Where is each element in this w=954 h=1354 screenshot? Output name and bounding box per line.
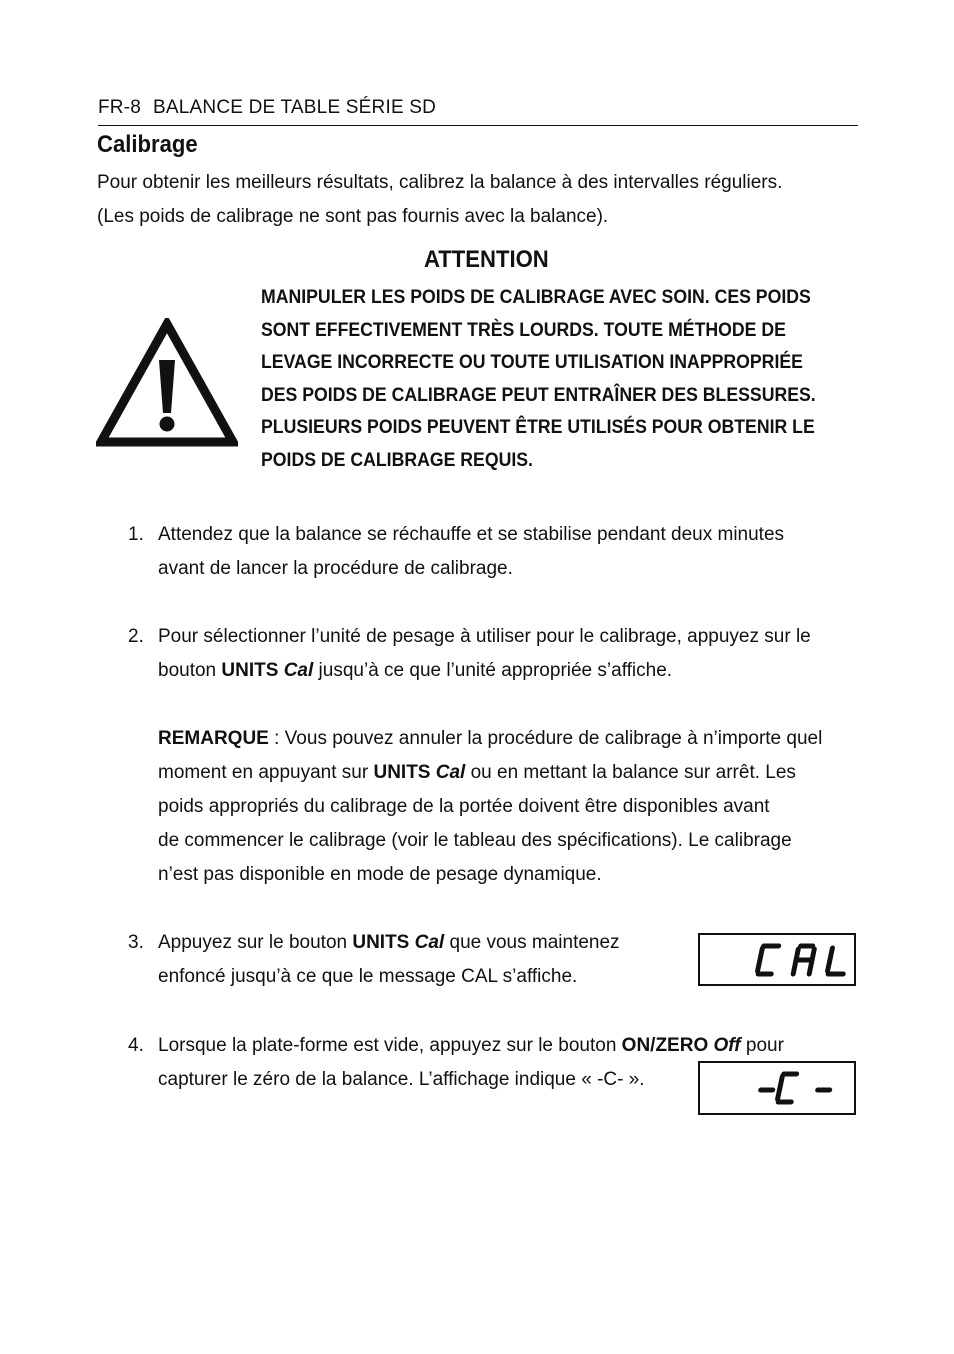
- step-number: 4.: [128, 1035, 144, 1056]
- svg-text:-C-: -C-: [701, 1064, 703, 1065]
- units-button-label: UNITS: [221, 660, 279, 681]
- page-number: FR-8: [98, 97, 142, 118]
- attention-text: MANIPULER LES POIDS DE CALIBRAGE AVEC SOIN. CES POIDS SONT EFFECTIVEMENT TRÈS LOURDS. TOUTE MÉTHODE DE LEVAGE INCORRECTE OU TOUTE UTILISATION INAPPROPRIÉE DES POIDS DE CALIBRAGE PEUT ENTRAÎNER DES BLESSURES. PLUSIEURS POIDS PEUVENT ÊTRE UTILISÉS POUR OBTENIR LE POIDS DE CALIBRAGE REQUIS.: [261, 287, 816, 471]
- section-title: Calibrage: [97, 131, 198, 158]
- zero-display: [698, 1061, 856, 1115]
- header-rule: [98, 125, 858, 126]
- step-number: 3.: [128, 932, 144, 953]
- cal-display-glyphs: [700, 935, 854, 984]
- note-label: REMARQUE: [158, 728, 269, 749]
- onzero-button-label: ON/ZERO: [621, 1035, 709, 1056]
- intro-paragraph: Pour obtenir les meilleurs résultats, calibrez la balance à des intervalles réguliers. (Les poids de calibrage ne sont pas fournis avec la balance).: [97, 172, 783, 227]
- warning-triangle-icon: [96, 318, 238, 448]
- zero-display-glyphs: [700, 1063, 854, 1113]
- off-label: Off: [713, 1035, 741, 1056]
- cal-display: [698, 933, 856, 986]
- header-title: BALANCE DE TABLE SÉRIE SD: [153, 97, 437, 118]
- step-number: 2.: [128, 626, 144, 647]
- cal-label: Cal: [283, 660, 314, 681]
- attention-title: ATTENTION: [424, 246, 549, 273]
- note: REMARQUE : Vous pouvez annuler la procédure de calibrage à n’importe quel: [158, 728, 823, 749]
- step-number: 1.: [128, 524, 144, 545]
- svg-text:CAL: CAL: [701, 936, 703, 937]
- page-header: [98, 97, 436, 119]
